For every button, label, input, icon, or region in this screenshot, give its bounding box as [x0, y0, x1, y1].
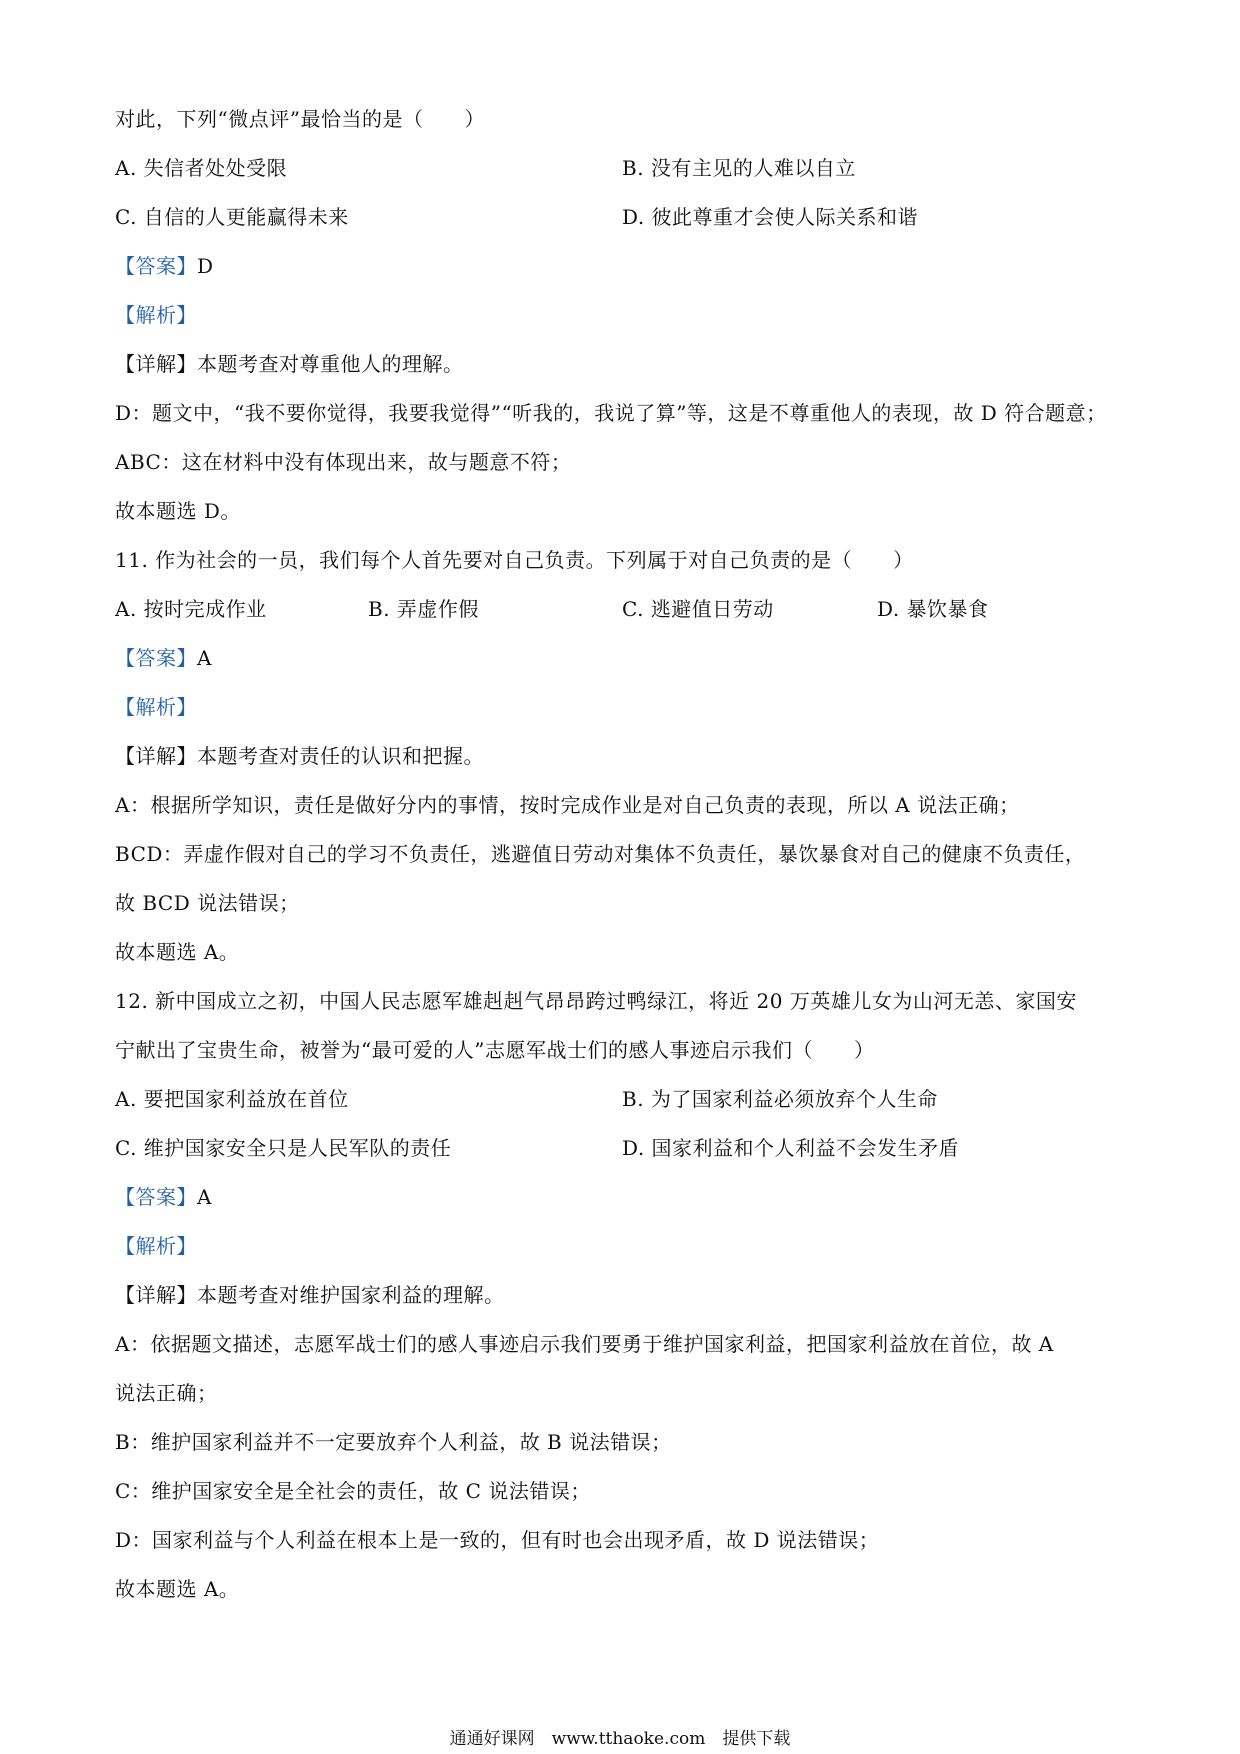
q12-option-d: D. 国家利益和个人利益不会发生矛盾 — [622, 1136, 960, 1160]
q12-explanation-line: C：维护国家安全是全社会的责任，故 C 说法错误； — [115, 1479, 591, 1503]
detail-text: 本题考查对维护国家利益的理解。 — [197, 1283, 505, 1307]
q10-answer — [115, 253, 214, 279]
q10-option-d: D. 彼此尊重才会使人际关系和谐 — [622, 205, 919, 229]
q10-analysis-tag: 【解析】 — [115, 303, 197, 327]
q12-analysis-tag: 【解析】 — [115, 1234, 197, 1258]
q11-option-b: B. 弄虚作假 — [368, 597, 479, 621]
detail-tag: 【详解】 — [115, 744, 197, 768]
q10-option-c: C. 自信的人更能赢得未来 — [115, 205, 349, 229]
q11-explanation-line: BCD：弄虚作假对自己的学习不负责任，逃避值日劳动对集体不负责任，暴饮暴食对自己的健康不负责任， — [115, 842, 1086, 866]
q12-detail — [115, 1282, 505, 1308]
q11-option-c: C. 逃避值日劳动 — [622, 597, 774, 621]
answer-tag: 【答案】 — [115, 646, 197, 670]
q12-stem-line: 12. 新中国成立之初，中国人民志愿军雄赳赳气昂昂跨过鸭绿江，将近 20 万英雄儿女为山河无恙、家国安 — [115, 989, 1077, 1013]
q12-option-c: C. 维护国家安全只是人民军队的责任 — [115, 1136, 452, 1160]
q12-explanation-line: 说法正确； — [115, 1381, 218, 1405]
detail-tag: 【详解】 — [115, 352, 197, 376]
q10-option-b: B. 没有主见的人难以自立 — [622, 156, 856, 180]
q11-answer — [115, 645, 212, 671]
q10-explanation-line: ABC：这在材料中没有体现出来，故与题意不符； — [115, 450, 572, 474]
q11-analysis-tag: 【解析】 — [115, 695, 197, 719]
q12-explanation-line: D：国家利益与个人利益在根本上是一致的，但有时也会出现矛盾，故 D 说法错误； — [115, 1528, 880, 1552]
answer-value: A — [197, 1185, 212, 1209]
detail-tag: 【详解】 — [115, 1283, 197, 1307]
q11-option-d: D. 暴饮暴食 — [877, 597, 989, 621]
q12-option-b: B. 为了国家利益必须放弃个人生命 — [622, 1087, 938, 1111]
page-footer: 通通好课网 www.tthaoke.com 提供下载 — [449, 1729, 791, 1749]
detail-text: 本题考查对尊重他人的理解。 — [197, 352, 464, 376]
q12-explanation-line: B：维护国家利益并不一定要放弃个人利益，故 B 说法错误； — [115, 1430, 672, 1454]
answer-tag: 【答案】 — [115, 1185, 197, 1209]
detail-text: 本题考查对责任的认识和把握。 — [197, 744, 484, 768]
q12-answer — [115, 1184, 212, 1210]
q10-stem: 对此，下列“微点评”最恰当的是（ ） — [115, 107, 485, 131]
q11-explanation-line: 故 BCD 说法错误； — [115, 891, 300, 915]
q12-explanation-line: A：依据题文描述，志愿军战士们的感人事迹启示我们要勇于维护国家利益，把国家利益放在首位，故 A — [115, 1332, 1054, 1356]
q11-stem: 11. 作为社会的一员，我们每个人首先要对自己负责。下列属于对自己负责的是（ ） — [115, 548, 914, 572]
q11-explanation-line: A：根据所学知识，责任是做好分内的事情，按时完成作业是对自己负责的表现，所以 A 说法正确； — [115, 793, 1020, 817]
q12-stem-line: 宁献出了宝贵生命，被誉为“最可爱的人”志愿军战士们的感人事迹启示我们（ ） — [115, 1038, 875, 1062]
q10-option-a: A. 失信者处处受限 — [115, 156, 288, 180]
answer-value: A — [197, 646, 212, 670]
q11-conclusion: 故本题选 A。 — [115, 940, 240, 964]
q11-option-a: A. 按时完成作业 — [115, 597, 267, 621]
q10-explanation-line: D：题文中，“我不要你觉得，我要我觉得”“听我的，我说了算”等，这是不尊重他人的表现，故 D 符合题意； — [115, 401, 1107, 425]
q10-detail — [115, 351, 464, 377]
q10-conclusion: 故本题选 D。 — [115, 499, 241, 523]
answer-value: D — [197, 254, 214, 278]
answer-tag: 【答案】 — [115, 254, 197, 278]
q12-option-a: A. 要把国家利益放在首位 — [115, 1087, 349, 1111]
q12-conclusion: 故本题选 A。 — [115, 1577, 240, 1601]
q11-detail — [115, 743, 484, 769]
